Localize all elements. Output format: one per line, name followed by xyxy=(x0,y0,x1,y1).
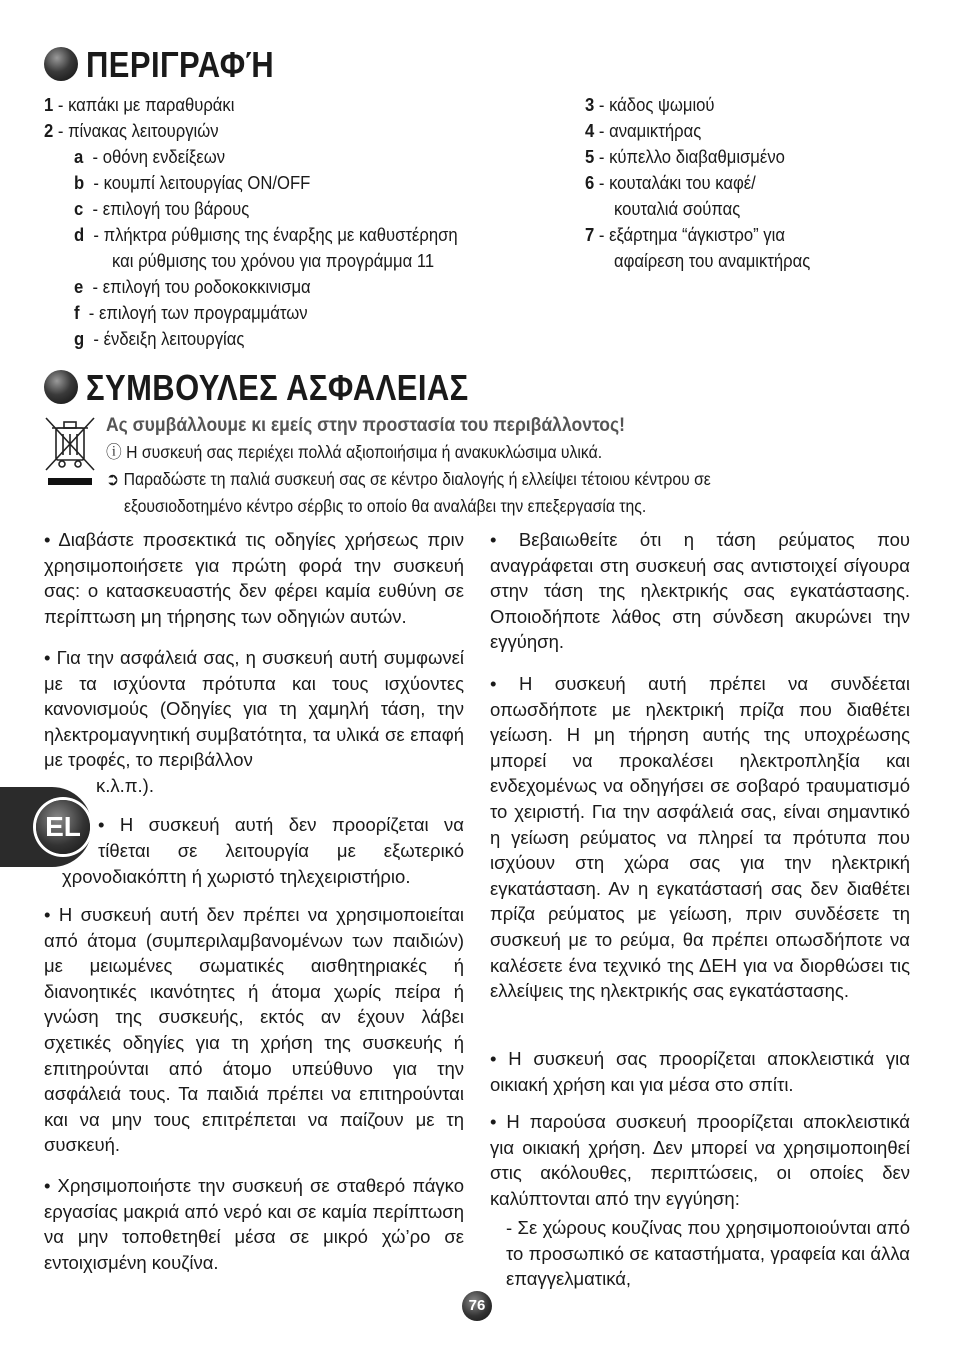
info-icon: ⓘ xyxy=(106,442,122,462)
right-bullet-2: • Η συσκευή αυτή πρέπει να συνδέεται οπωσδήποτε με ηλεκτρική πρίζα που διαθέτει γείωση. Η μη τήρηση αυτής της υποχρέωσης μπορεί να προκαλέσει ηλεκτροπληξία και ενδεχομένως να οδηγήσει σε σοβαρό τραυματισμό το χειριστή. Για την ασφάλειά σας, είναι σημαντικό η γείωση ρεύματος να πληρεί τα πρότυπα που ισχύουν στη χώρα σας για την ηλεκτρική εγκατάσταση. Αν η εγκατάστασή σας δεν διαθέτει πρίζα ρεύματος με γείωση, πριν συνδέσετε τη συσκευή με το ρεύμα, θα πρέπει οπωσδήποτε να καλέσετε ένα τεχνικό της ΔΕΗ για να διορθώσει τις ελλείψεις της ηλεκτρικής σας εγκατάστασης. xyxy=(490,673,910,1002)
left-bullet-4: • Η συσκευή αυτή δεν πρέπει να χρησιμοποιείται από άτομα (συμπεριλαμβανομένων των παιδιών) με μειωμένες σωματικές αισθητηριακές ή διανοητικές ικανότητες ή άτομα χωρίς πείρα ή γνώση της συσκευής, εκτός αν έχουν λάβει σχετικές οδηγίες για τη χρήση της συσκευής ή επιτηρούνται από άτομο υπεύθυνο για την ασφάλειά τους. Τα παιδιά πρέπει να επιτηρούνται και να μην τους επιτρέπεται να παίζουν με τη συσκευή. xyxy=(44,904,464,1156)
item-7-continued: αφαίρεση του αναμικτήρας xyxy=(614,250,811,271)
crossed-bin-icon xyxy=(42,414,98,472)
left-bullet-3-line2: τίθεται σε λειτουργία με εξωτερικό xyxy=(98,840,464,861)
item-4: 4 - αναμικτήρας xyxy=(585,120,702,141)
sub-item-c: c - επιλογή του βάρους xyxy=(74,198,250,219)
sub-item-g: g - ένδειξη λειτουργίας xyxy=(74,328,245,349)
sub-item-a: a - οθόνη ενδείξεων xyxy=(74,146,226,167)
left-bullet-5: • Χρησιμοποιήστε την συσκευή σε σταθερό πάγκο εργασίας μακριά από νερό και σε καμία περίπτωση να μην τοποθετηθεί μέσα σε μικρό χώ’ρο σε εντοιχισμένη κουζίνα. xyxy=(44,1175,464,1273)
item-5: 5 - κύπελλο διαβαθμισμένο xyxy=(585,146,785,167)
left-bullet-3-line1: • Η συσκευή αυτή δεν προορίζεται να xyxy=(98,814,464,835)
left-bullet-2-end: κ.λ.π.). xyxy=(96,775,154,796)
sub-item-e: e - επιλογή του ροδοκοκκινισμα xyxy=(74,276,311,297)
section-title-safety: ΣΥΜΒΟΥΛΕΣ ΑΣΦΑΛΕΙΑΣ xyxy=(86,367,469,408)
language-badge: EL xyxy=(36,800,90,854)
bin-underline-bar xyxy=(48,478,92,485)
right-bullet-3: • Η συσκευή σας προορίζεται αποκλειστικά για οικιακή χρήση και για μέσα στο σπίτι. xyxy=(490,1048,910,1095)
left-bullet-1: • Διαβάστε προσεκτικά τις οδηγίες χρήσεως πριν χρησιμοποιήσετε για πρώτη φορά την συσκευή σας: ο κατασκευαστής δεν φέρει καμία ευθύνη σε περίπτωση μη τήρησης των οδηγιών αυτών. xyxy=(44,529,464,627)
eco-heading: Ας συμβάλλουμε κι εμείς στην προστασία του περιβάλλοντος! xyxy=(106,414,626,436)
right-bullet-1: • Βεβαιωθείτε ότι η τάση ρεύματος που αναγράφεται στη συσκευή σας αντιστοιχεί σίγουρα στην τάση της ηλεκτρικής σας εγκατάστασης. Οποιοδήποτε λάθος στη σύνδεση ακυρώνει την εγγύηση. xyxy=(490,529,910,653)
section-title-description: ΠΕΡΙΓΡΑΦΉ xyxy=(86,44,275,85)
sub-item-f: f - επιλογή των προγραμμάτων xyxy=(74,302,308,323)
eco-info-line: ⓘ Η συσκευή σας περιέχει πολλά αξιοποιήσιμα ή ανακυκλώσιμα υλικά. xyxy=(106,442,603,462)
arrow-icon: ➲ xyxy=(106,469,120,489)
page-number: 76 xyxy=(462,1291,492,1321)
left-bullet-2: • Για την ασφάλειά σας, η συσκευή αυτή συμφωνεί με τα ισχύοντα πρότυπα και τους ισχύοντες κανονισμούς (Οδηγίες για τη χαμηλή τάση, την ηλεκτρομαγνητική συμβατότητα, τα υλικά σε επαφή με τροφές, το περιβάλλον xyxy=(44,647,464,771)
right-bullet-4-dash: - Σε χώρους κουζίνας που χρησιμοποιούνται από το προσωπικό σε καταστήματα, γραφεία και άλλα επαγγελματικά, xyxy=(506,1217,910,1290)
right-bullet-4: • Η παρούσα συσκευή προορίζεται αποκλειστικά για οικιακή χρήση. Δεν μπορεί να χρησιμοποιηθεί στις ακόλουθες, περιπτώσεις, οι οποίες δεν καλύπτονται από την εγγύηση: xyxy=(490,1111,910,1209)
section-bullet-icon xyxy=(44,47,78,81)
item-6: 6 - κουταλάκι του καφέ/ xyxy=(585,172,756,193)
eco-arrow-line-continued: εξουσιοδοτημένο κέντρο σέρβις το οποίο θα αναλάβει την επεξεργασία της. xyxy=(124,496,647,516)
eco-arrow-line: ➲ Παραδώστε τη παλιά συσκευή σας σε κέντρο διαλογής ή ελλείψει τέτοιου κέντρου σε xyxy=(106,469,711,489)
item-1: 1 - καπάκι με παραθυράκι xyxy=(44,94,235,115)
sub-item-b: b - κουμπί λειτουργίας ON/OFF xyxy=(74,172,311,193)
left-bullet-3-line3: χρονοδιακόπτη ή χωριστό τηλεχειριστήριο. xyxy=(62,866,411,887)
item-6-continued: κουταλιά σούπας xyxy=(614,198,741,219)
item-7: 7 - εξάρτημα “άγκιστρο” για xyxy=(585,224,785,245)
sub-item-d: d - πλήκτρα ρύθμισης της έναρξης με καθυστέρηση xyxy=(74,224,458,245)
item-2: 2 - πίνακας λειτουργιών xyxy=(44,120,219,141)
section-bullet-icon xyxy=(44,370,78,404)
item-3: 3 - κάδος ψωμιού xyxy=(585,94,715,115)
sub-item-d-continued: και ρύθμισης του χρόνου για προγράμμα 11 xyxy=(112,250,435,271)
